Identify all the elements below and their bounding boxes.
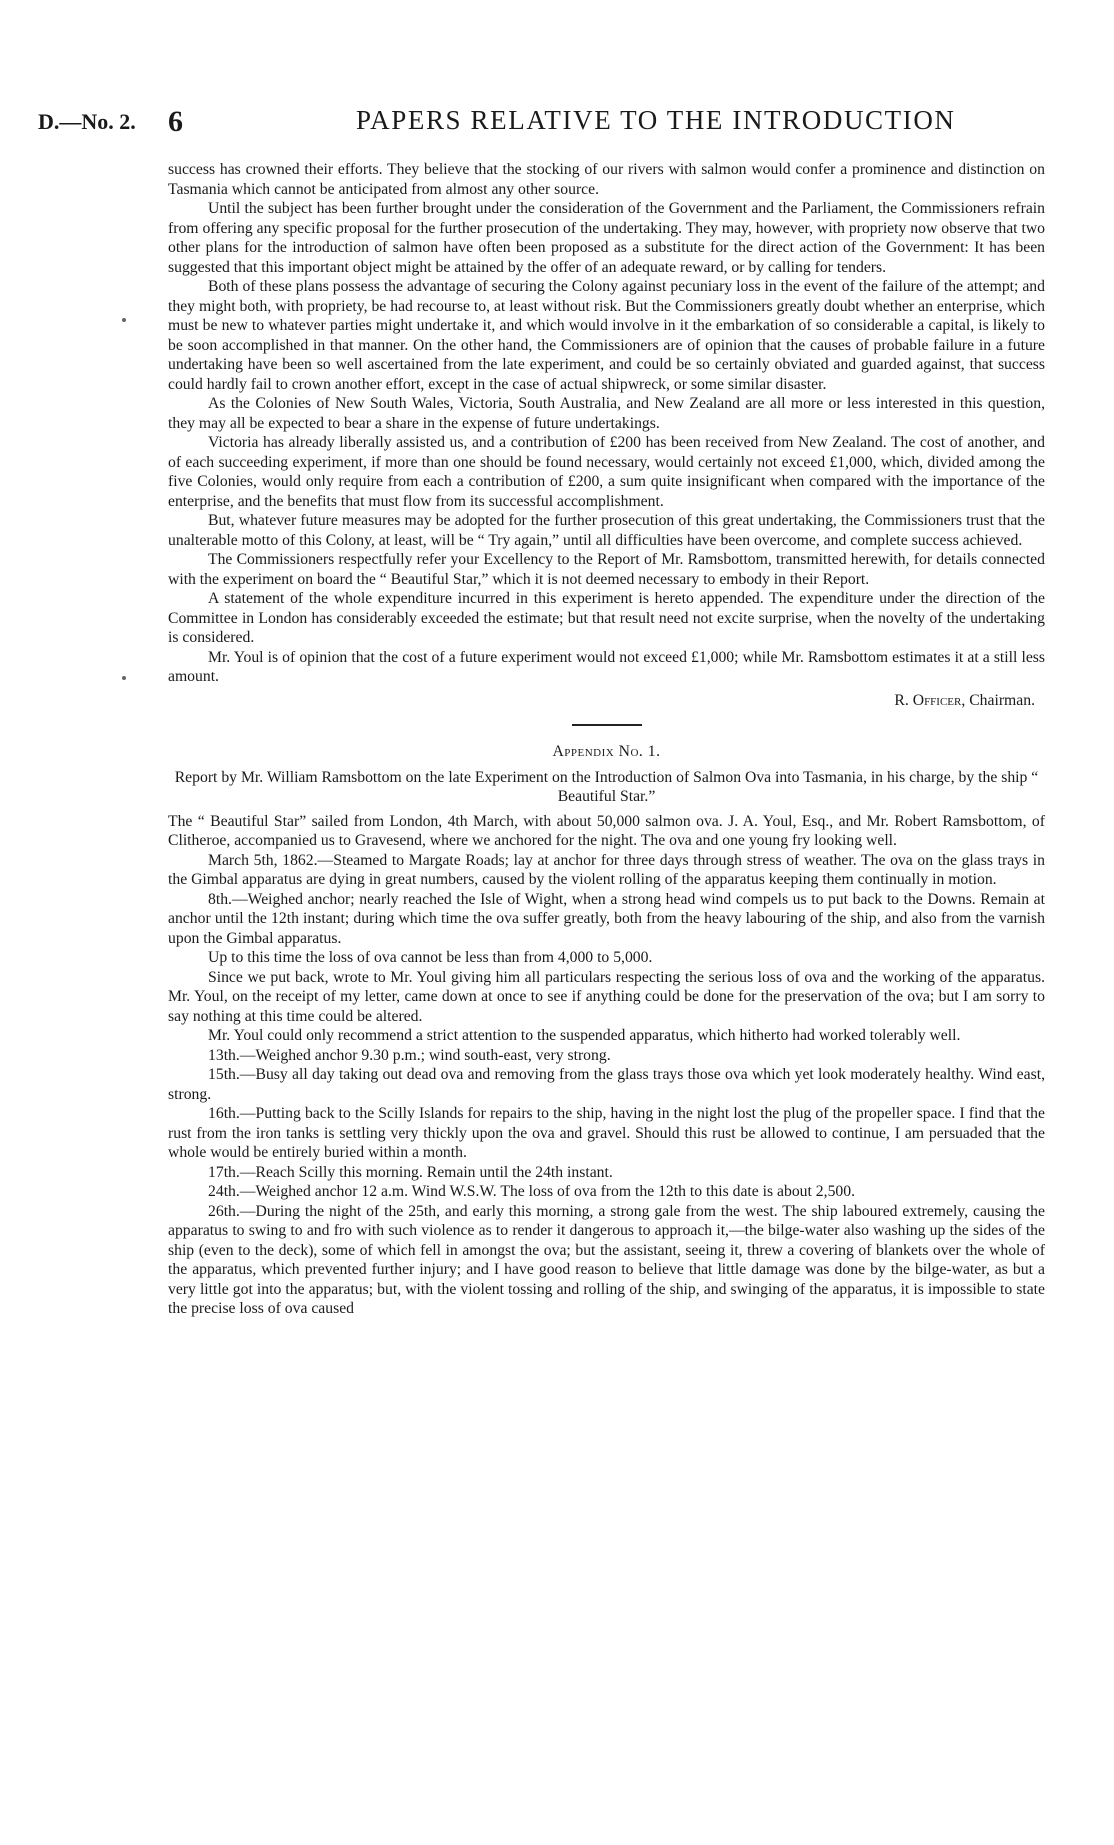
page-header (38, 105, 1078, 145)
section-divider (572, 724, 642, 726)
appendix-heading: Appendix No. 1. (552, 743, 661, 760)
margin-mark (122, 318, 126, 322)
document-body (168, 160, 1045, 1319)
report-paragraph: Since we put back, wrote to Mr. Youl giving him all particulars respecting the serious loss of ova and the working of the apparatus. Mr. Youl, on the receipt of my letter, came down at once to see if anything could be done for the preservation of the ova; but I am sorry to say nothing at this time could be altered. (168, 968, 1045, 1025)
paragraph: But, whatever future measures may be adopted for the further prosecution of this great undertaking, the Commissioners trust that the unalterable motto of this Colony, at least, will be “ Try again,” until all difficulties have been overcome, and complete success achieved. (168, 512, 1045, 549)
report-paragraph: 8th.—Weighed anchor; nearly reached the Isle of Wight, when a strong head wind compels us to put back to the Downs. Remain at anchor until the 12th instant; during which time the ova suffer greatly, both from the heavy labouring of the ship, and also from the varnish upon the Gimbal apparatus. (168, 890, 1045, 947)
report-paragraph: Up to this time the loss of ova cannot be less than from 4,000 to 5,000. (208, 949, 653, 966)
signature (168, 691, 1035, 711)
signature-initial: R. (894, 691, 913, 709)
running-title: PAPERS RELATIVE TO THE INTRODUCTION (356, 105, 956, 135)
paragraph: Until the subject has been further brought under the consideration of the Government and the Parliament, the Commissioners refrain from offering any specific proposal for the further prosecution of the undertaking. They may, however, with propriety now observe that two other plans for the introduction of salmon have often been proposed as a substitute for the direct action of the Government: It has been suggested that this important object might be attained by the offer of an adequate reward, or by calling for tenders. (168, 200, 1045, 276)
report-title: Report by Mr. William Ramsbottom on the late Experiment on the Introduction of Salmon Ova into Tasmania, in his charge, by the ship “ Beautiful Star.” (174, 768, 1039, 805)
signature-name: Officer (912, 691, 962, 709)
report-paragraph: 16th.—Putting back to the Scilly Islands for repairs to the ship, having in the night lost the plug of the propeller space. I find that the rust from the iron tanks is settling very thickly upon the ova and gravel. Should this rust be allowed to continue, I am persuaded that the whole would be entirely buried within a month. (168, 1105, 1045, 1161)
page-number: 6 (168, 105, 183, 138)
paragraph: A statement of the whole expenditure incurred in this experiment is hereto appended. The expenditure under the direction of the Committee in London has considerably exceeded the estimate; but that result need not excite surprise, when the novelty of the undertaking is considered. (168, 590, 1045, 646)
paragraph: Mr. Youl is of opinion that the cost of a future experiment would not exceed £1,000; while Mr. Ramsbottom estimates it at a still less amount. (168, 648, 1045, 685)
report-paragraph: 15th.—Busy all day taking out dead ova and removing from the glass trays those ova which yet look moderately healthy. Wind east, strong. (168, 1066, 1045, 1103)
paragraph: Both of these plans possess the advantage of securing the Colony against pecuniary loss in the event of the failure of the attempt; and they might both, with propriety, be had recourse to, at least without risk. But the Commissioners greatly doubt whether an enterprise, which must be new to whatever parties might undertake it, and which would involve in it the embarkation of so considerable a capital, is likely to be soon accomplished in that manner. On the other hand, the Commissioners are of opinion that the causes of probable failure in a future undertaking have been so well ascertained from the late experiment, and could be so certainly obviated and guarded against, that success could hardly fail to crown another effort, except in the case of actual shipwreck, or some similar disaster. (168, 278, 1045, 393)
paragraph: The Commissioners respectfully refer your Excellency to the Report of Mr. Ramsbottom, transmitted herewith, for details connected with the experiment on board the “ Beautiful Star,” which it is not deemed necessary to embody in their Report. (168, 551, 1045, 588)
signature-title: , Chairman. (961, 691, 1035, 709)
report-paragraph: 17th.—Reach Scilly this morning. Remain until the 24th instant. (208, 1163, 613, 1181)
report-paragraph: 26th.—During the night of the 25th, and early this morning, a strong gale from the west. The ship laboured extremely, causing the apparatus to swing to and fro with such violence as to render it dangerous to approach it,—the bilge-water also washing up the sides of the ship (even to the deck), some of which fell in amongst the ova; but the assistant, seeing it, threw a covering of blankets over the whole of the apparatus, which prevented further injury; and I have good reason to believe that little damage was done by the bilge-water, as but a very little got into the apparatus; but, with the violent tossing and rolling of the ship, and swinging of the apparatus, it is impossible to state the precise loss of ova caused (168, 1202, 1045, 1317)
paragraph: As the Colonies of New South Wales, Victoria, South Australia, and New Zealand are all more or less interested in this question, they may all be expected to bear a share in the expense of future undertakings. (168, 395, 1045, 432)
report-paragraph: The “ Beautiful Star” sailed from London, 4th March, with about 50,000 salmon ova. J. A. Youl, Esq., and Mr. Robert Ramsbottom, of Clitheroe, accompanied us to Gravesend, where we anchored for the night. The ova and one young fry looking well. (168, 812, 1045, 849)
paragraph: Victoria has already liberally assisted us, and a contribution of £200 has been received from New Zealand. The cost of another, and of each succeeding experiment, if more than one should be found necessary, would certainly not exceed £1,000, which, divided among the five Colonies, would only require from each a contribution of £200, a sum quite insignificant when compared with the importance of the enterprise, and the benefits that must flow from its successful accomplishment. (168, 434, 1045, 510)
report-paragraph: Mr. Youl could only recommend a strict attention to the suspended apparatus, which hitherto had worked tolerably well. (208, 1027, 961, 1044)
report-paragraph: 24th.—Weighed anchor 12 a.m. Wind W.S.W. The loss of ova from the 12th to this date is about 2,500. (208, 1183, 856, 1200)
document-code: D.—No. 2. (38, 109, 136, 134)
report-paragraph: March 5th, 1862.—Steamed to Margate Roads; lay at anchor for three days through stress of weather. The ova on the glass trays in the Gimbal apparatus are dying in great numbers, caused by the violent rolling of the apparatus keeping them continually in motion. (168, 851, 1045, 888)
margin-mark (122, 676, 126, 680)
report-paragraph: 13th.—Weighed anchor 9.30 p.m.; wind south-east, very strong. (208, 1046, 611, 1064)
paragraph: success has crowned their efforts. They believe that the stocking of our rivers with salmon would confer a prominence and distinction on Tasmania which cannot be anticipated from almost any other source. (168, 161, 1045, 198)
